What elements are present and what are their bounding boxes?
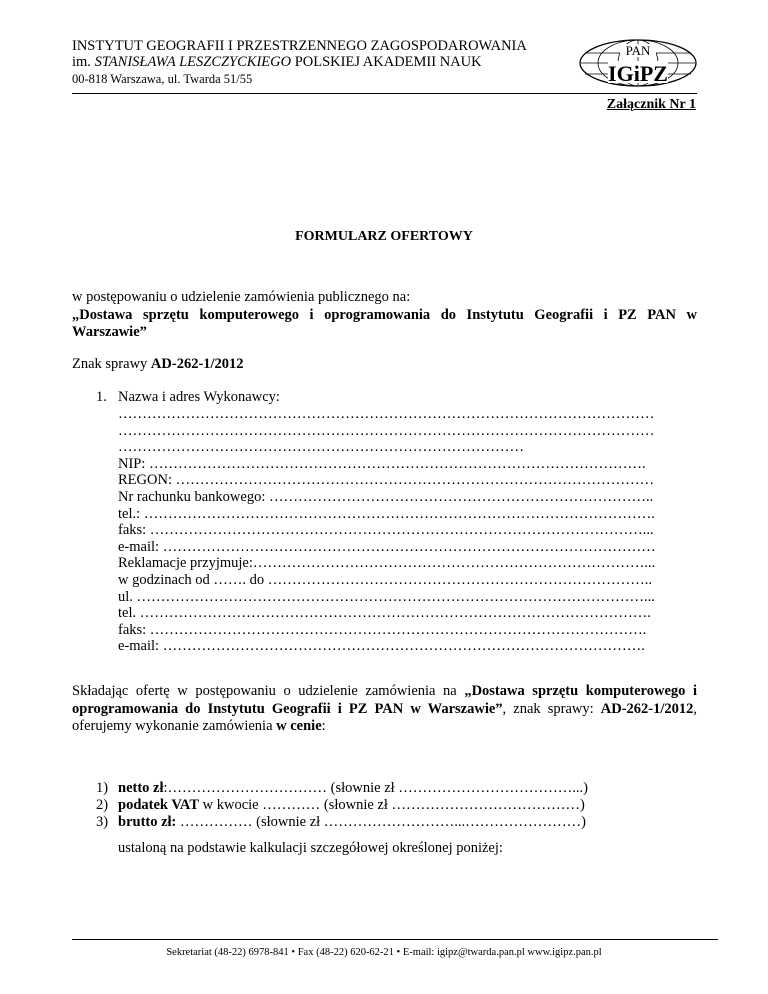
regon-field[interactable]: REGON: ……………………………………………………………………………………… [118, 472, 655, 489]
field-line[interactable]: ………………………………………………………………………… [118, 439, 524, 456]
offer-price-label: w cenie [276, 718, 322, 734]
item-label: netto zł [118, 780, 164, 796]
price-net-item[interactable] [96, 780, 588, 797]
field-line[interactable]: ………………………………………………………………………………………………… [118, 406, 655, 422]
section-number: 1. [96, 389, 107, 405]
offer-text-2: , znak sprawy: [502, 700, 601, 717]
item-fill: …………… (słownie zł ………………………...……………………) [176, 814, 586, 830]
case-value: AD-262-1/2012 [150, 356, 244, 372]
fax-field[interactable]: faks: …………………………………………………………………………………………... [118, 522, 654, 539]
academy-name: POLSKIEJ AKADEMII NAUK [291, 54, 482, 70]
price-list [96, 780, 588, 831]
procurement-subject: „Dostawa sprzętu komputerowego i oprogramowania do Instytutu Geografii i PZ PAN w Warszawie” [72, 306, 697, 340]
item-number: 2) [96, 797, 109, 813]
form-title: FORMULARZ OFERTOWY [295, 229, 473, 244]
patron-prefix: im. [72, 54, 95, 70]
igipz-pan-logo [576, 38, 700, 88]
intro-paragraph [72, 289, 697, 342]
offer-text-1: Składając ofertę w postępowaniu o udzielenie zamówienia na [72, 683, 465, 699]
hours-field[interactable]: w godzinach od ……. do …………………………………………………………………….. [118, 571, 653, 588]
institute-patron [72, 54, 482, 71]
offer-subject: „Dostawa sprzętu komputerowego i oprogramowania do Instytutu Geografii i PZ PAN w Warszawie” [72, 683, 697, 717]
logo-pan-text: PAN [625, 43, 651, 58]
patron-name: STANISŁAWA LESZCZYCKIEGO [94, 54, 292, 70]
email-field[interactable]: e-mail: ………………………………………………………………………………………… [118, 538, 656, 555]
item-number: 1) [96, 780, 109, 796]
footer-divider [72, 939, 718, 940]
calculation-note: ustaloną na podstawie kalkulacji szczegółowej określonej poniżej: [118, 840, 503, 856]
logo-igipz-text: IGiPZ [608, 61, 668, 86]
item-number: 3) [96, 814, 109, 830]
contractor-fields [118, 406, 698, 655]
section-heading: Nazwa i adres Wykonawcy: [118, 389, 280, 405]
annex-label: Załącznik Nr 1 [606, 97, 696, 112]
intro-line: w postępowaniu o udzielenie zamówienia publicznego na: [72, 289, 411, 305]
institute-address: 00-818 Warszawa, ul. Twarda 51/55 [72, 72, 253, 86]
nip-field[interactable]: NIP: …………………………………………………………………………………………. [118, 455, 646, 472]
item-label: brutto zł: [118, 814, 177, 830]
field-line[interactable]: ………………………………………………………………………………………………… [118, 422, 655, 439]
institute-name: INSTYTUT GEOGRAFII I PRZESTRZENNEGO ZAGOSPODAROWANIA [72, 38, 527, 54]
bank-account-field[interactable]: Nr rachunku bankowego: …………………………………………………………………….. [118, 488, 654, 505]
offer-text-3: , oferujemy wykonanie zamówienia [72, 700, 698, 734]
offer-text-4: : [321, 718, 326, 734]
case-number [72, 356, 697, 374]
complaints-phone-field[interactable]: tel. ……………………………………………………………………………………………. [118, 605, 651, 622]
header-divider [72, 93, 697, 94]
case-label: Znak sprawy [72, 356, 151, 372]
footer-contact: Sekretariat (48-22) 6978-841 • Fax (48-22) 620-62-21 • E-mail: igipz@twarda.pan.pl www.igipz.pan.pl [166, 947, 602, 958]
item-fill: :…………………………… (słownie zł ………………………………...) [163, 780, 589, 796]
complaints-fax-field[interactable]: faks: …………………………………………………………………………………………. [118, 621, 647, 638]
offer-case-number: AD-262-1/2012 [600, 700, 694, 717]
street-field[interactable]: ul. ……………………………………………………………………………………………... [118, 588, 655, 605]
price-gross-item[interactable] [96, 814, 588, 831]
item-fill: w kwocie ………… (słownie zł …………………………………) [199, 797, 585, 813]
item-label: podatek VAT [118, 797, 199, 813]
complaints-field[interactable]: Reklamacje przyjmuje:………………………………………………………………………... [118, 555, 656, 572]
complaints-email-field[interactable]: e-mail: ………………………………………………………………………………………. [118, 638, 645, 655]
offer-paragraph [72, 683, 697, 736]
phone-field[interactable]: tel.: ……………………………………………………………………………………………. [118, 505, 655, 522]
price-vat-item[interactable] [96, 797, 588, 814]
